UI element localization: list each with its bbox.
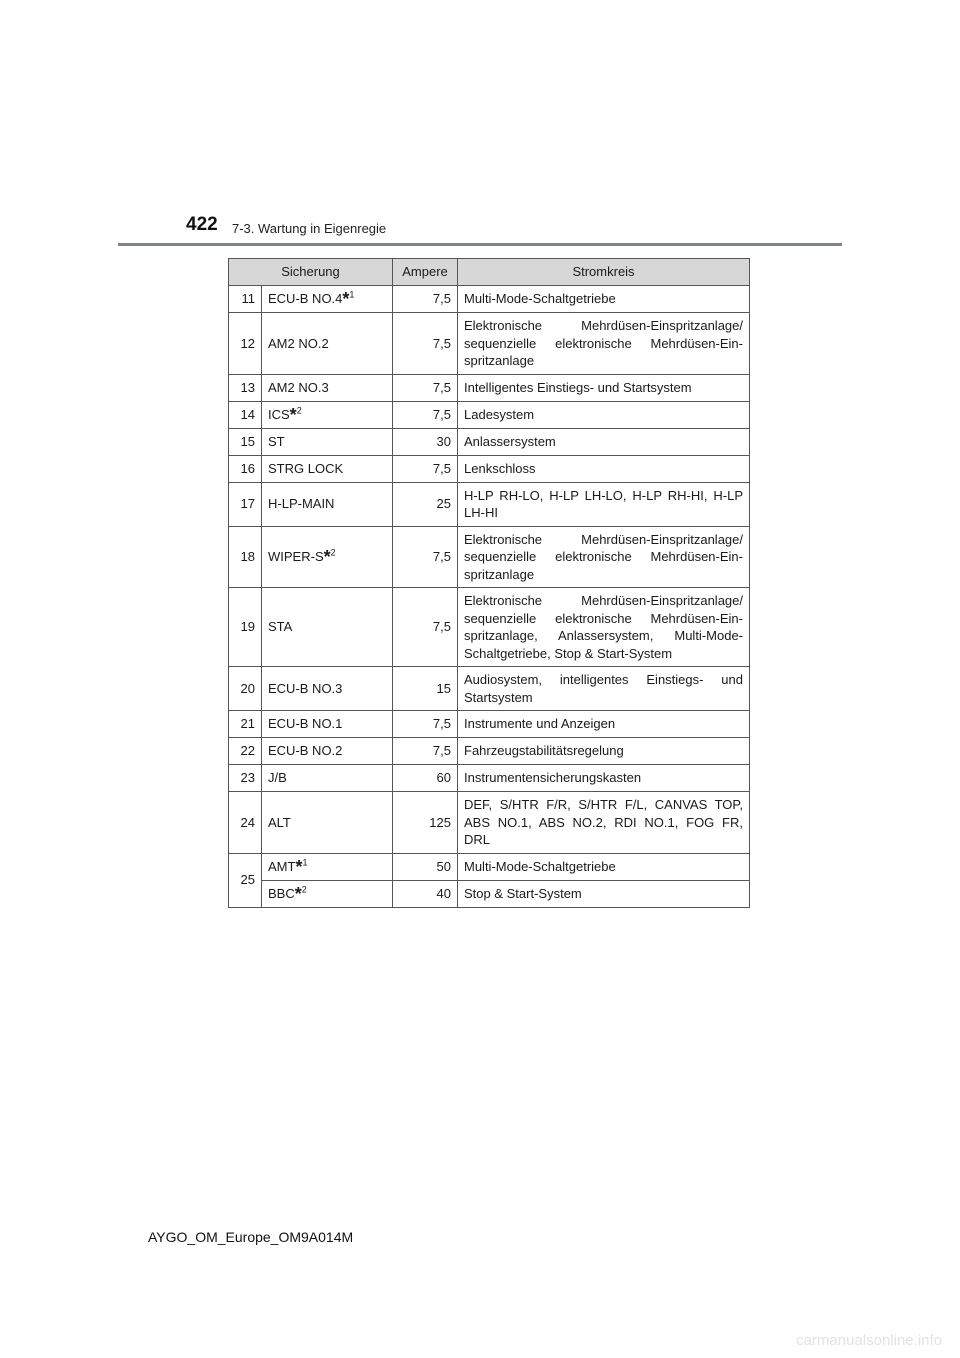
fuse-name-cell bbox=[262, 765, 393, 792]
table-row bbox=[229, 482, 750, 526]
table-row bbox=[229, 588, 750, 667]
table-row bbox=[229, 738, 750, 765]
fuse-ampere: 15 bbox=[393, 667, 458, 711]
fuse-name: WIPER-S bbox=[268, 549, 324, 564]
fuse-circuit: Fahrzeugstabilitätsregelung bbox=[458, 738, 750, 765]
fuse-name-cell bbox=[262, 711, 393, 738]
fuse-name: ECU-B NO.3 bbox=[268, 680, 343, 696]
fuse-circuit: DEF, S/HTR F/R, S/HTR F/L, CANVAS TOP, ABS NO.1, ABS NO.2, RDI NO.1, FOG FR, DRL bbox=[458, 792, 750, 854]
table-row bbox=[229, 765, 750, 792]
fuse-name-cell bbox=[262, 667, 393, 711]
fuse-number: 22 bbox=[229, 738, 262, 765]
fuse-name-cell bbox=[262, 526, 393, 588]
fuse-ampere: 7,5 bbox=[393, 711, 458, 738]
fuse-circuit: Elektronische Mehrdüsen-Einspritzanlage/ sequenzielle elektronische Mehrdüsen-Ein-spritzanlage, Anlassersystem, Multi-Mode-Schaltgetriebe, Stop & Start-System bbox=[458, 588, 750, 667]
fuse-ampere: 7,5 bbox=[393, 526, 458, 588]
footnote-asterisk: * bbox=[342, 289, 350, 310]
footnote-number: 1 bbox=[349, 289, 355, 300]
fuse-name-cell bbox=[262, 374, 393, 401]
fuse-table bbox=[228, 258, 750, 908]
table-row bbox=[229, 401, 750, 428]
footnote-asterisk: * bbox=[294, 883, 302, 904]
fuse-number: 11 bbox=[229, 286, 262, 313]
fuse-number: 25 bbox=[229, 853, 262, 907]
document-id: AYGO_OM_Europe_OM9A014M bbox=[148, 1229, 354, 1245]
fuse-name-cell bbox=[262, 738, 393, 765]
table-row bbox=[229, 374, 750, 401]
table-row bbox=[229, 880, 750, 907]
footnote-number: 2 bbox=[330, 547, 336, 558]
fuse-ampere: 7,5 bbox=[393, 286, 458, 313]
fuse-ampere: 7,5 bbox=[393, 401, 458, 428]
fuse-ampere: 7,5 bbox=[393, 374, 458, 401]
fuse-name-cell bbox=[262, 880, 393, 907]
footnote-asterisk: * bbox=[323, 547, 331, 567]
fuse-circuit: H-LP RH-LO, H-LP LH-LO, H-LP RH-HI, H-LP LH-HI bbox=[458, 482, 750, 526]
fuse-number: 15 bbox=[229, 428, 262, 455]
watermark: carmanualsonline.info bbox=[796, 1332, 942, 1349]
fuse-name: AM2 NO.2 bbox=[268, 335, 329, 351]
fuse-circuit: Elektronische Mehrdüsen-Einspritzanlage/ sequenzielle elektronische Mehrdüsen-Ein-spritzanlage bbox=[458, 526, 750, 588]
fuse-number: 17 bbox=[229, 482, 262, 526]
fuse-name: ICS bbox=[268, 406, 290, 422]
fuse-number: 12 bbox=[229, 313, 262, 375]
table-row bbox=[229, 667, 750, 711]
footnote-asterisk: * bbox=[289, 404, 297, 425]
fuse-ampere: 125 bbox=[393, 792, 458, 854]
fuse-ampere: 25 bbox=[393, 482, 458, 526]
fuse-number: 14 bbox=[229, 401, 262, 428]
fuse-circuit: Anlassersystem bbox=[458, 428, 750, 455]
table-row bbox=[229, 286, 750, 313]
footnote-number: 2 bbox=[301, 884, 307, 895]
header-rule bbox=[118, 243, 842, 246]
fuse-circuit: Intelligentes Einstiegs- und Startsystem bbox=[458, 374, 750, 401]
fuse-ampere: 7,5 bbox=[393, 738, 458, 765]
fuse-name-cell bbox=[262, 401, 393, 428]
footnote-number: 2 bbox=[296, 405, 302, 416]
fuse-ampere: 60 bbox=[393, 765, 458, 792]
fuse-name: J/B bbox=[268, 770, 287, 786]
fuse-circuit: Elektronische Mehrdüsen-Einspritzanlage/ sequenzielle elektronische Mehrdüsen-Ein-spritzanlage bbox=[458, 313, 750, 375]
fuse-circuit: Instrumente und Anzeigen bbox=[458, 711, 750, 738]
footnote-number: 1 bbox=[302, 857, 308, 868]
fuse-circuit: Audiosystem, intelligentes Einstiegs- und Startsystem bbox=[458, 667, 750, 711]
fuse-ampere: 40 bbox=[393, 880, 458, 907]
fuse-name-cell bbox=[262, 313, 393, 375]
fuse-name: ST bbox=[268, 433, 285, 449]
fuse-name: AM2 NO.3 bbox=[268, 379, 329, 395]
fuse-number: 19 bbox=[229, 588, 262, 667]
fuse-name-cell bbox=[262, 286, 393, 313]
fuse-name: H-LP-MAIN bbox=[268, 496, 335, 512]
table-row bbox=[229, 853, 750, 880]
section-title: 7-3. Wartung in Eigenregie bbox=[232, 221, 387, 236]
fuse-ampere: 50 bbox=[393, 853, 458, 880]
fuse-name-cell bbox=[262, 428, 393, 455]
table-row bbox=[229, 313, 750, 375]
fuse-ampere: 30 bbox=[393, 428, 458, 455]
table-row bbox=[229, 428, 750, 455]
table-row bbox=[229, 455, 750, 482]
page-number: 422 bbox=[186, 214, 218, 235]
fuse-circuit: Multi-Mode-Schaltgetriebe bbox=[458, 853, 750, 880]
footnote-asterisk: * bbox=[295, 856, 303, 877]
fuse-name: ECU-B NO.2 bbox=[268, 743, 343, 759]
fuse-number: 24 bbox=[229, 792, 262, 854]
fuse-ampere: 7,5 bbox=[393, 313, 458, 375]
fuse-ampere: 7,5 bbox=[393, 455, 458, 482]
fuse-name: BBC bbox=[268, 885, 295, 901]
fuse-circuit: Ladesystem bbox=[458, 401, 750, 428]
fuse-number: 13 bbox=[229, 374, 262, 401]
table-header-row bbox=[229, 259, 750, 286]
table-row bbox=[229, 711, 750, 738]
table-row bbox=[229, 526, 750, 588]
fuse-name: STRG LOCK bbox=[268, 460, 344, 476]
fuse-number: 20 bbox=[229, 667, 262, 711]
fuse-name: STA bbox=[268, 619, 293, 635]
fuse-name-cell bbox=[262, 482, 393, 526]
fuse-name-cell bbox=[262, 588, 393, 667]
fuse-number: 23 bbox=[229, 765, 262, 792]
fuse-name-cell bbox=[262, 792, 393, 854]
fuse-name: ECU-B NO.4 bbox=[268, 291, 343, 307]
fuse-circuit: Stop & Start-System bbox=[458, 880, 750, 907]
fuse-name: AMT bbox=[268, 858, 296, 874]
fuse-table-body bbox=[229, 286, 750, 908]
fuse-name-cell bbox=[262, 853, 393, 880]
table-row bbox=[229, 792, 750, 854]
fuse-number: 21 bbox=[229, 711, 262, 738]
fuse-circuit: Lenkschloss bbox=[458, 455, 750, 482]
header-sicherung: Sicherung bbox=[229, 259, 393, 286]
header-ampere: Ampere bbox=[393, 259, 458, 286]
fuse-name-cell bbox=[262, 455, 393, 482]
fuse-ampere: 7,5 bbox=[393, 588, 458, 667]
fuse-number: 18 bbox=[229, 526, 262, 588]
fuse-circuit: Multi-Mode-Schaltgetriebe bbox=[458, 286, 750, 313]
fuse-name: ECU-B NO.1 bbox=[268, 716, 343, 732]
fuse-circuit: Instrumentensicherungskasten bbox=[458, 765, 750, 792]
fuse-number: 16 bbox=[229, 455, 262, 482]
header-stromkreis: Stromkreis bbox=[458, 259, 750, 286]
fuse-name: ALT bbox=[268, 814, 291, 830]
